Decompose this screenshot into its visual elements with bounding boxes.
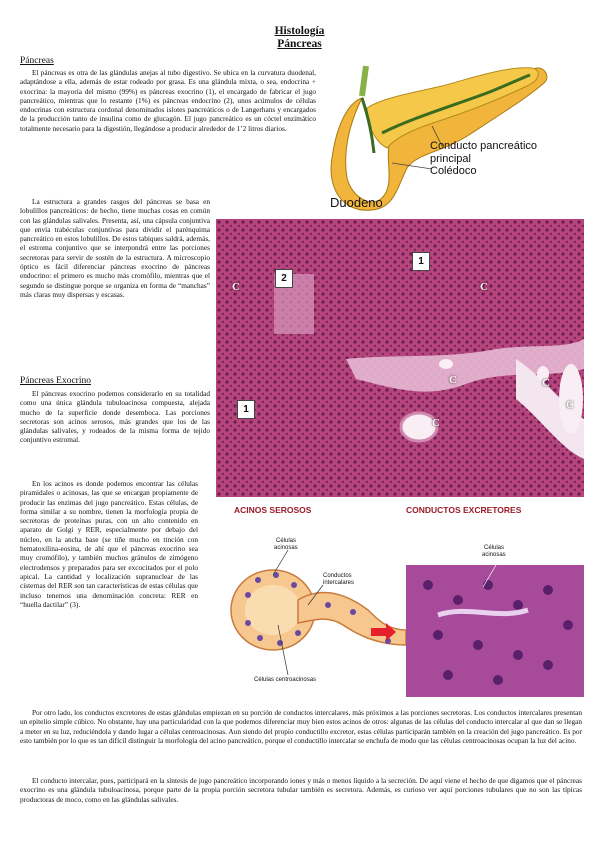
paragraph-intercalar: El conducto intercalar, pues, participará en la síntesis de jugo pancreático incorporando iones y más o menos líquido a la secreción. De aquí viene el hecho de que digamos que el páncreas exocrino es una glándula tubuloacinosa, porque parte de la propia porción secretora tubular también es secretora. Además, es curioso ver aquí porciones tubulares que no son las típicas productoras de moco, como en las glándulas salivales. bbox=[20, 776, 582, 804]
paragraph-conductos: Por otro lado, los conductos excretores de estas glándulas empiezan en su porción de conductos intercalares, más próximos a las porciones secretoras. Los conductos intercalares presentan un epitelio simple cúbico. No obstante, hay una particularidad con la que podemos diferenciar muy bien estos acinos de otros: algunas de las células del conducto intercalar al que dan se llegan a meter en su luz, reduciéndola y dando lugar a células centroacinosas. Aun siendo del propio conductillo excretor, estas células participarán también en la creación del jugo pancreático. Es por esto también por lo que es tan difícil distinguir la morfología del acino pancreático, porque el conductillo intercalar se enchufa de modo que las células centroacinosas ocupan la luz del acino. bbox=[20, 708, 582, 745]
label-intercalares: intercalares bbox=[323, 580, 355, 586]
section-heading-exocrino: Páncreas Exocrino bbox=[20, 376, 91, 386]
pancreas-anatomy-figure bbox=[322, 58, 584, 216]
letter-c: C bbox=[566, 399, 574, 411]
label-conducto: Conducto pancreático bbox=[430, 140, 538, 152]
paragraph-intro: El páncreas es otra de las glándulas anejas al tubo digestivo. Se ubica en la curvatura duodenal, adaptándose a ella, además de estar rodeado por grasa. Es una glándula mixta, o sea, endocrina + exocrina: la mayoría del mismo (99%) es páncreas exocrino (1), el encargado de fabricar el jugo pancreático, mientras que lo restante (1%) es páncreas endocrino (2), unos acúmulos de células endocrinas con estructura cordonal denominados islotes pancreáticos o de Langerhans y encargados de la producción tanto de insulina como de glucagón. El jugo pancreático es un cóctel enzimático totalmente necesario para la digestión, llegándose a producir alrededor de 1’2 litros diarios. bbox=[20, 68, 316, 133]
label-acinosas-left: acinosas bbox=[274, 545, 298, 551]
label-acinosas-right: acinosas bbox=[482, 552, 506, 558]
paragraph-exocrino: El páncreas exocrino podemos considerarlo en su totalidad como una única glándula tubuloacinosa compuesta, alejada mucho de la superficie donde desemboca. Las porciones secretoras son acinos serosos, más grandes que los de las glándulas salivales, y rodeados de la misma forma de tejido conjuntivo estromal. bbox=[20, 389, 210, 445]
label-centroacinosas: Células centroacinosas bbox=[254, 677, 317, 683]
section-heading-pancreas: Páncreas bbox=[20, 56, 54, 66]
label-celulas-acinosas-right: Células bbox=[484, 545, 505, 551]
letter-c: C bbox=[432, 417, 440, 429]
letter-c: C bbox=[449, 374, 457, 386]
marker-1-bottom: 1 bbox=[237, 400, 255, 419]
page-title: Histología bbox=[274, 25, 325, 37]
paragraph-structure: La estructura a grandes rasgos del páncreas se basa en lobulillos pancreáticos: de hecho, tiene muchas cosas en común con las glándulas salivales. Presenta, así, una cápsula conjuntiva que envía trabéculas conjuntivas para dividir el parénquima pancreático en estos lobulillos. De estos tabiques saldrá, además, el estroma conjuntivo que se interpondrá entre las porciones secretoras para servir de sostén de la estructura. A microscopio óptico es fácil diferenciar páncreas exocrino de páncreas endocrino: el primero es mucho más cromófilo, mientras que el segundo se distingue porque se organiza en forma de “manchas” más claras muy dispersas y escasas. bbox=[20, 197, 210, 299]
marker-2: 2 bbox=[275, 269, 293, 288]
label-coledoco: Colédoco bbox=[430, 165, 477, 177]
pancreas-illustration bbox=[322, 58, 584, 216]
page-subtitle: Páncreas bbox=[277, 38, 322, 50]
label-duodeno: Duodeno bbox=[330, 195, 383, 210]
paragraph-acinos: En los acinos es donde podemos encontrar las células piramidales o acinosas, las que se encargan propiamente de producir las enzimas del jugo pancreático. Estas células, de forma similar a su nombre, tienen la morfología propia de secretoras de proteínas puras, con un alto contenido en aparato de Golgi y RER, especialmente por debajo del núcleo, en la ancha base (se tiñe mucho en tinción con hematoxilina-eosina, de ahí que el páncreas exocrino sea muy cromófilo), y también muchos gránulos de zimógeno electrodensos y preparados para ser excocitados por el polo apical. La cantidad y localización supranuclear de las cisternas del RER son tan características de estas células que incluso tenemos una denominación concreta: RER en “huella dactilar” (3). bbox=[20, 479, 198, 609]
acinos-conductos-figure bbox=[228, 505, 586, 705]
label-conductos: Conductos bbox=[323, 573, 352, 579]
letter-c: C bbox=[480, 281, 488, 293]
micrograph-texture bbox=[216, 219, 584, 497]
header-acinos-serosos: ACINOS SEROSOS bbox=[234, 505, 312, 515]
label-celulas-acinosas-left: Células bbox=[276, 538, 297, 544]
letter-c: C bbox=[542, 377, 550, 389]
marker-1-top: 1 bbox=[412, 252, 430, 271]
histology-micrograph bbox=[216, 219, 584, 497]
letter-c: C bbox=[232, 281, 240, 293]
acinos-diagram bbox=[228, 505, 586, 705]
header-conductos-excretores: CONDUCTOS EXCRETORES bbox=[406, 505, 522, 515]
label-principal: principal bbox=[430, 153, 471, 165]
